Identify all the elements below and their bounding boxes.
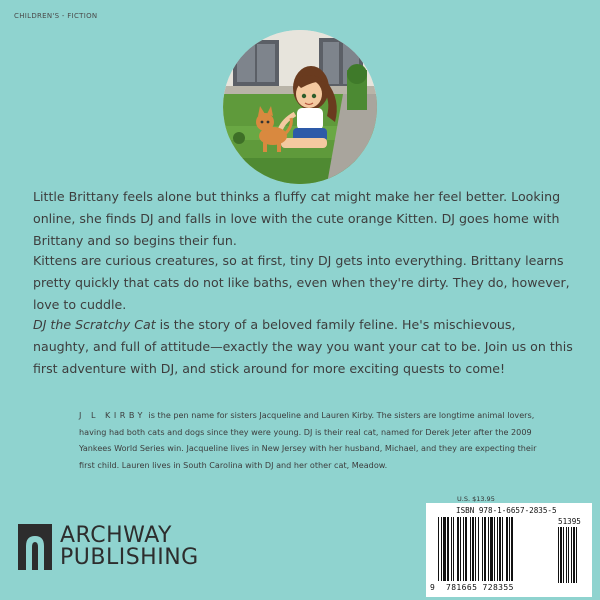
blurb-paragraph-2: Kittens are curious creatures, so at first, tiny DJ gets into everything. Brittany learns pretty quickly that cats do not like baths, even when they're dirty. They do, however, love to cuddle. (33, 253, 570, 312)
isbn-number: ISBN 978-1-6657-2835-5 (456, 506, 557, 515)
publisher-logo (18, 524, 218, 570)
book-title: DJ the Scratchy Cat (33, 317, 156, 332)
publisher-name-line2: PUBLISHING (60, 545, 199, 570)
author-bio (79, 407, 549, 473)
blurb-paragraph-3 (33, 314, 573, 380)
blurb-paragraph-3-text: is the story of a beloved family feline. He's mischievous, naughty, and full of attitude—exactly the way you want your cat to be. Join us on this first adventure with DJ, and stick around for more exciting quests to come! (33, 317, 573, 376)
price-label: U.S. $13.95 (457, 495, 495, 503)
cover-illustration (223, 30, 377, 184)
price-addon-code: 51395 (558, 517, 581, 526)
barcode-digit-first: 9 (430, 583, 435, 592)
archway-logo-icon (18, 524, 52, 570)
publisher-name-line1: ARCHWAY (60, 523, 172, 548)
category-label: CHILDREN'S - FICTION (14, 12, 98, 20)
barcode-digits: 781665 728355 (446, 583, 514, 592)
author-name: J L KIRBY (79, 410, 146, 420)
girl-with-kitten-illustration (223, 30, 377, 184)
author-bio-text: is the pen name for sisters Jacqueline and Lauren Kirby. The sisters are longtime animal lovers, having had both cats and dogs since they were young. DJ is their real cat, named for Derek Jeter after the 2009 Yankees World Series win. Jacqueline lives in New Jersey with her husband, Michael, and they are expecting their first child. Lauren lives in South Carolina with DJ and her other cat, Meadow. (79, 410, 537, 470)
isbn-barcode (426, 503, 592, 597)
blurb-paragraph-1: Little Brittany feels alone but thinks a fluffy cat might make her feel better. Looking online, she finds DJ and falls in love with the cute orange Kitten. DJ goes home with Brittany and so begins their fun. (33, 189, 561, 248)
